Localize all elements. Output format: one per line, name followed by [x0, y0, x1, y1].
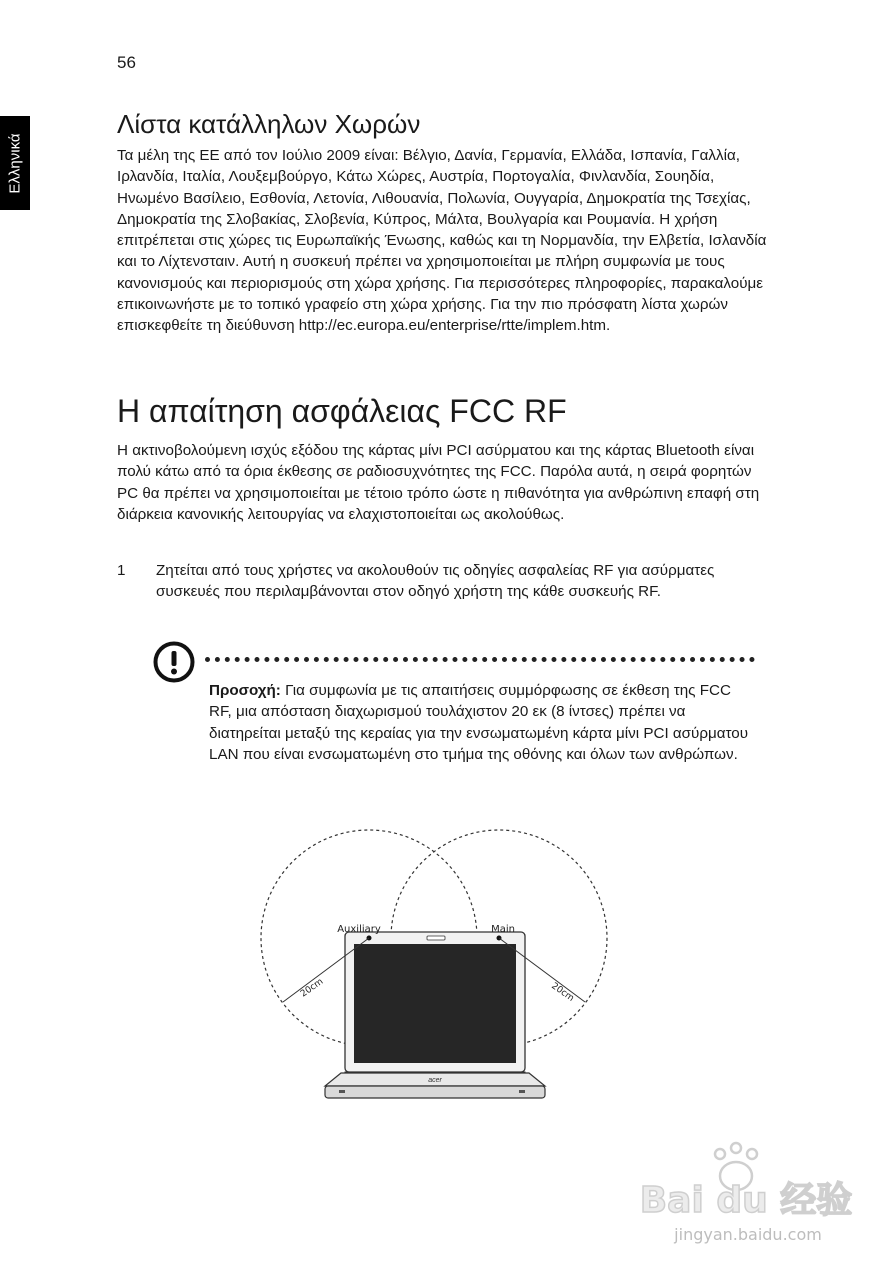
right-distance-label: 20cm [549, 981, 576, 1004]
language-tab [0, 116, 30, 210]
caution-text: Για συμφωνία με τις απαιτήσεις συμμόρφωσης σε έκθεση της FCC RF, μια απόσταση διαχωρισμού τουλάχιστον 20 εκ (8 ίντσες) πρέπει να διατηρείται μεταξύ της κεραίας για την ενσωματωμένη κάρτα μίνι PCI ασύρματου LAN που είναι ενσωματωμένη στο τμήμα της οθόνης και όλων των ανθρώπων. [209, 682, 749, 763]
watermark-url: jingyan.baidu.com [674, 1225, 822, 1244]
caution-label: Προσοχή: [209, 682, 281, 699]
webcam [427, 936, 445, 940]
caution-note [209, 680, 749, 765]
laptop-front [325, 1086, 545, 1098]
caution-divider [205, 657, 755, 662]
page-number: 56 [117, 53, 136, 72]
antenna-diagram [255, 820, 625, 1110]
main-label: Main [491, 924, 515, 935]
caution-icon [152, 640, 196, 684]
left-distance-label: 20cm [298, 976, 326, 1000]
section-title-fcc: Η απαίτηση ασφάλειας FCC RF [117, 393, 567, 429]
brand-logo: acer [428, 1077, 442, 1084]
led-left [339, 1090, 345, 1093]
countries-paragraph: Τα μέλη της ΕΕ από τον Ιούλιο 2009 είναι: Βέλγιο, Δανία, Γερμανία, Ελλάδα, Ισπανία, Γαλλία, Ιρλανδία, Ιταλία, Λουξεμβούργο, Κάτω Χώρες, Αυστρία, Πορτογαλία, Φινλανδία, Σουηδία, Ηνωμένο Βασίλειο, Εσθονία, Λετονία, Λιθουανία, Πολωνία, Ουγγαρία, Δημοκρατία της Τσεχίας, Δημοκρατία της Σλοβακίας, Σλοβενία, Κύπρος, Μάλτα, Βουλγαρία και Ρουμανία. Η χρήση επιτρέπεται στις χώρες τις Ευρωπαϊκής Ένωσης, καθώς και τη Νορμανδία, την Ελβετία, Ισλανδία και το Λίχτενσταιν. Αυτή η συσκευή πρέπει να χρησιμοποιείται με πλήρη συμφωνία με τους κανονισμούς και περιορισμούς στη χώρα χρήσης. Για περισσότερες πληροφορίες, παρακαλούμε επικοινωνήστε με το τοπικό γραφείο στη χώρα χρήσης. Για την πιο πρόσφατη λίστα χωρών επισκεφθείτε τη διεύθυνση http://ec.europa.eu/enterprise/rtte/implem.htm. [117, 147, 767, 335]
language-tab-label: Ελληνικά [6, 132, 24, 194]
watermark-logo: Bai du 经验 [639, 1180, 853, 1221]
list-item-number: 1 [117, 562, 126, 579]
section-title-countries: Λίστα κατάλληλων Χωρών [117, 109, 421, 139]
led-right [519, 1090, 525, 1093]
laptop-screen [354, 944, 516, 1063]
auxiliary-label: Auxiliary [337, 924, 381, 935]
list-item-text: Ζητείται από τους χρήστες να ακολουθούν τις οδηγίες ασφαλείας RF για ασύρματες συσκευές που περιλαμβάνονται στον οδηγό χρήστη της κάθε συσκευής RF. [156, 562, 715, 601]
fcc-paragraph: Η ακτινοβολούμενη ισχύς εξόδου της κάρτας μίνι PCI ασύρματου και της κάρτας Bluetooth είναι πολύ κάτω από τα όρια έκθεσης σε ραδιοσυχνότητες της FCC. Παρόλα αυτά, η σειρά φορητών PC θα πρέπει να χρησιμοποιείται με τέτοιο τρόπο ώστε η πιθανότητα για ανθρώπινη επαφή στη διάρκεια κανονικής λειτουργίας να ελαχιστοποιείται ως ακολούθως. [117, 442, 760, 523]
baidu-watermark [636, 1140, 856, 1250]
